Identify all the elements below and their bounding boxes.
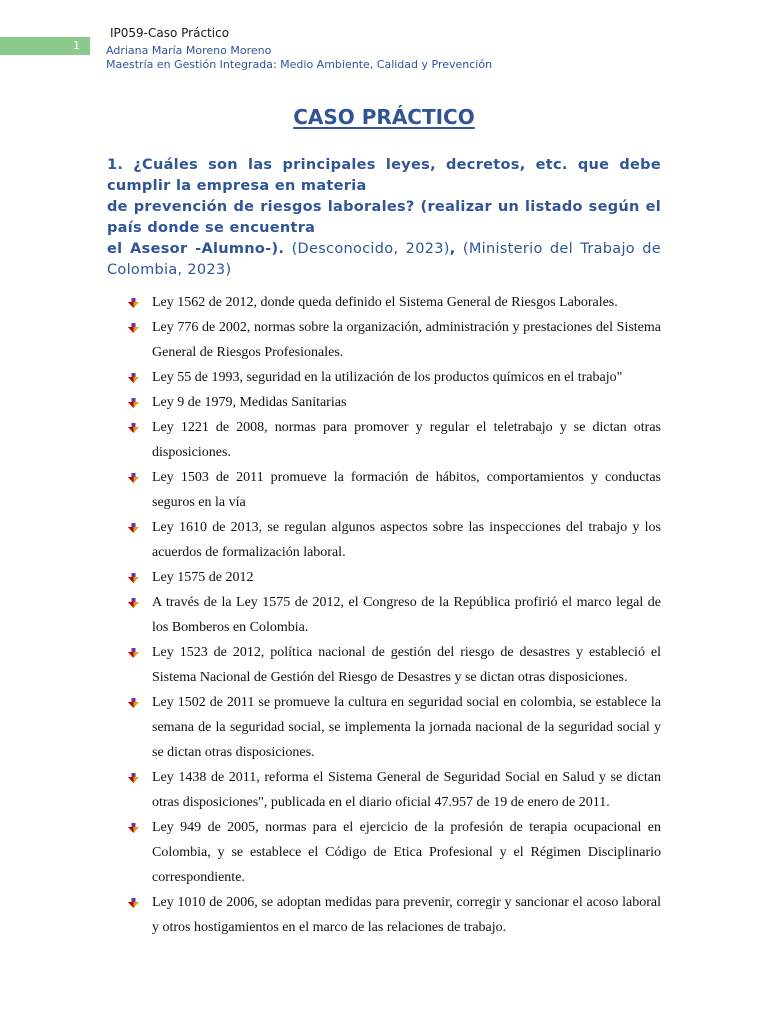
- page-number-tab: 1: [0, 37, 90, 55]
- question-line-3-bold: el Asesor -Alumno-).: [107, 241, 285, 257]
- list-item: [126, 465, 661, 515]
- list-item: [126, 515, 661, 565]
- author-name: Adriana María Moreno Moreno: [106, 44, 272, 57]
- list-item: [126, 365, 661, 390]
- list-item: [126, 565, 661, 590]
- list-item-text: Ley 1010 de 2006, se adoptan medidas para prevenir, corregir y sancionar el acoso laboral y otros hostigamientos en el marco de las relaciones de trabajo.: [152, 895, 661, 935]
- arrow-down-bullet-icon: [128, 373, 139, 383]
- citation-comma: ,: [449, 241, 456, 257]
- question-line-3: [107, 239, 661, 281]
- citation-1: (Desconocido, 2023): [291, 241, 450, 257]
- list-item-text: Ley 1575 de 2012: [152, 570, 254, 585]
- program-name: Maestría en Gestión Integrada: Medio Ambiente, Calidad y Prevención: [106, 58, 493, 71]
- list-item-text: A través de la Ley 1575 de 2012, el Congreso de la República profirió el marco legal de los Bomberos en Colombia.: [152, 595, 661, 635]
- page-title: CASO PRÁCTICO: [293, 105, 475, 129]
- arrow-down-bullet-icon: [128, 698, 139, 708]
- list-item-text: Ley 55 de 1993, seguridad en la utilización de los productos químicos en el trabajo": [152, 370, 623, 385]
- arrow-down-bullet-icon: [128, 898, 139, 908]
- question-line-1: 1. ¿Cuáles son las principales leyes, decretos, etc. que debe cumplir la empresa en materia: [107, 157, 661, 194]
- list-item-text: Ley 949 de 2005, normas para el ejercicio de la profesión de terapia ocupacional en Colombia, y se establece el Código de Etica Profesional y el Régimen Disciplinario correspondiente.: [152, 820, 661, 885]
- list-item: [126, 690, 661, 765]
- arrow-down-bullet-icon: [128, 423, 139, 433]
- list-item: [126, 315, 661, 365]
- list-item: [126, 890, 661, 940]
- law-list: [126, 290, 661, 940]
- list-item-text: Ley 1502 de 2011 se promueve la cultura en seguridad social en colombia, se establece la semana de la seguridad social, se implementa la jornada nacional de la seguridad social y se dictan otras disposiciones.: [152, 695, 661, 760]
- list-item: [126, 815, 661, 890]
- list-item-text: Ley 1523 de 2012, política nacional de gestión del riesgo de desastres y estableció el Sistema Nacional de Gestión del Riesgo de Desastres y se dictan otras disposiciones.: [152, 645, 661, 685]
- citation-2: (Ministerio del Trabajo de Colombia, 2023): [107, 241, 661, 278]
- list-item-text: Ley 1503 de 2011 promueve la formación de hábitos, comportamientos y conductas seguros en la vía: [152, 470, 661, 510]
- arrow-down-bullet-icon: [128, 648, 139, 658]
- arrow-down-bullet-icon: [128, 298, 139, 308]
- arrow-down-bullet-icon: [128, 773, 139, 783]
- list-item-text: Ley 9 de 1979, Medidas Sanitarias: [152, 395, 347, 410]
- list-item-text: Ley 1610 de 2013, se regulan algunos aspectos sobre las inspecciones del trabajo y los acuerdos de formalización laboral.: [152, 520, 661, 560]
- arrow-down-bullet-icon: [128, 398, 139, 408]
- list-item: [126, 415, 661, 465]
- arrow-down-bullet-icon: [128, 323, 139, 333]
- list-item: [126, 290, 661, 315]
- question-block: [107, 155, 661, 281]
- document-code: IP059-Caso Práctico: [110, 26, 230, 40]
- list-item: [126, 765, 661, 815]
- list-item: [126, 640, 661, 690]
- list-item-text: Ley 1221 de 2008, normas para promover y regular el teletrabajo y se dictan otras disposiciones.: [152, 420, 661, 460]
- list-item-text: Ley 776 de 2002, normas sobre la organización, administración y prestaciones del Sistema General de Riesgos Profesionales.: [152, 320, 661, 360]
- list-item-text: Ley 1438 de 2011, reforma el Sistema General de Seguridad Social en Salud y se dictan otras disposiciones", publicada en el diario oficial 47.957 de 19 de enero de 2011.: [152, 770, 661, 810]
- arrow-down-bullet-icon: [128, 823, 139, 833]
- arrow-down-bullet-icon: [128, 573, 139, 583]
- list-item-text: Ley 1562 de 2012, donde queda definido el Sistema General de Riesgos Laborales.: [152, 295, 618, 310]
- arrow-down-bullet-icon: [128, 473, 139, 483]
- list-item: [126, 390, 661, 415]
- arrow-down-bullet-icon: [128, 523, 139, 533]
- list-item: [126, 590, 661, 640]
- question-line-2: de prevención de riesgos laborales? (realizar un listado según el país donde se encuentra: [107, 199, 661, 236]
- arrow-down-bullet-icon: [128, 598, 139, 608]
